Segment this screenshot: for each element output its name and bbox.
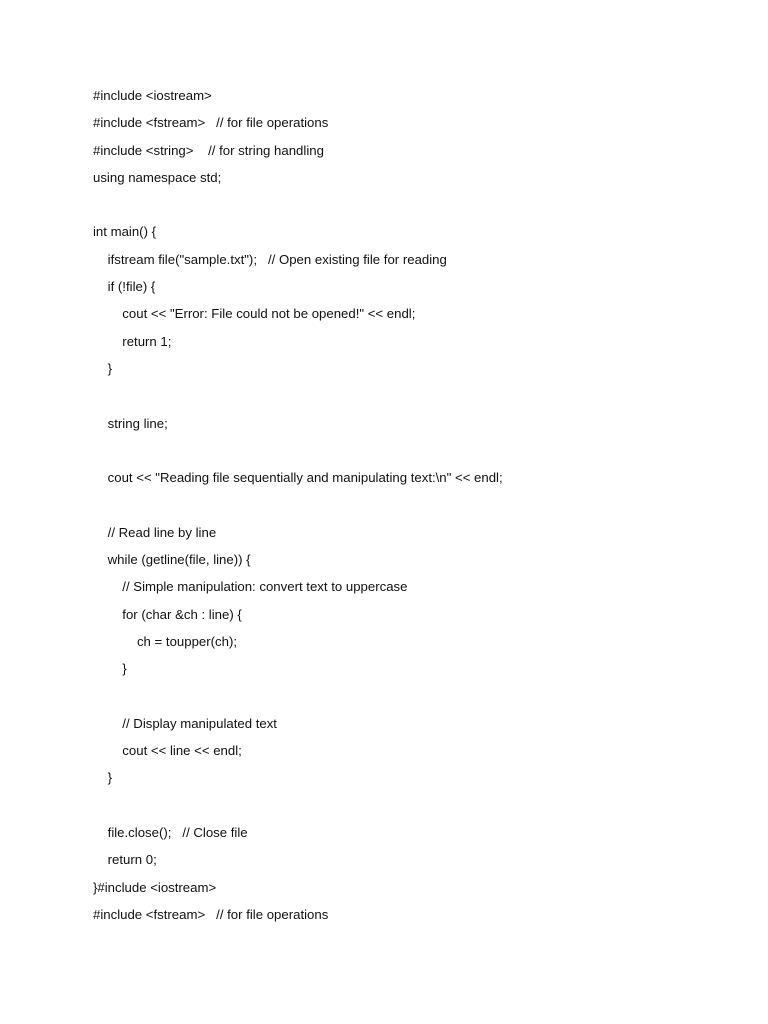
- code-line: cout << "Error: File could not be opened!" << endl;: [93, 306, 416, 322]
- code-line: [93, 194, 733, 221]
- code-line: // Simple manipulation: convert text to uppercase: [93, 579, 408, 595]
- code-line: // Read line by line: [93, 524, 217, 540]
- code-line: [93, 440, 733, 467]
- code-line: return 0;: [93, 852, 157, 868]
- code-line: #include <iostream>: [93, 88, 212, 103]
- code-line: // Display manipulated text: [93, 715, 277, 731]
- code-line: ifstream file("sample.txt"); // Open existing file for reading: [93, 251, 447, 267]
- code-line: [93, 686, 733, 713]
- code-line: cout << line << endl;: [93, 743, 242, 759]
- code-line: [93, 795, 733, 822]
- code-listing: [93, 85, 733, 931]
- code-line: }#include <iostream>: [93, 879, 217, 895]
- code-line: #include <string> // for string handling: [93, 142, 324, 158]
- code-line: file.close(); // Close file: [93, 825, 248, 841]
- code-line: }: [93, 661, 127, 677]
- code-line: #include <fstream> // for file operations: [93, 115, 329, 131]
- code-line: using namespace std;: [93, 169, 222, 185]
- code-line: ch = toupper(ch);: [93, 633, 238, 649]
- code-line: cout << "Reading file sequentially and manipulating text:\n" << endl;: [93, 470, 503, 486]
- code-line: int main() {: [93, 224, 157, 240]
- code-line: return 1;: [93, 333, 172, 349]
- code-line: string line;: [93, 415, 168, 431]
- code-line: if (!file) {: [93, 279, 156, 295]
- code-line: #include <fstream> // for file operations: [93, 906, 329, 922]
- code-line: [93, 385, 733, 412]
- code-line: while (getline(file, line)) {: [93, 552, 251, 568]
- code-line: }: [93, 770, 113, 786]
- code-line: [93, 494, 733, 521]
- code-line: for (char &ch : line) {: [93, 606, 242, 622]
- code-line: }: [93, 360, 113, 376]
